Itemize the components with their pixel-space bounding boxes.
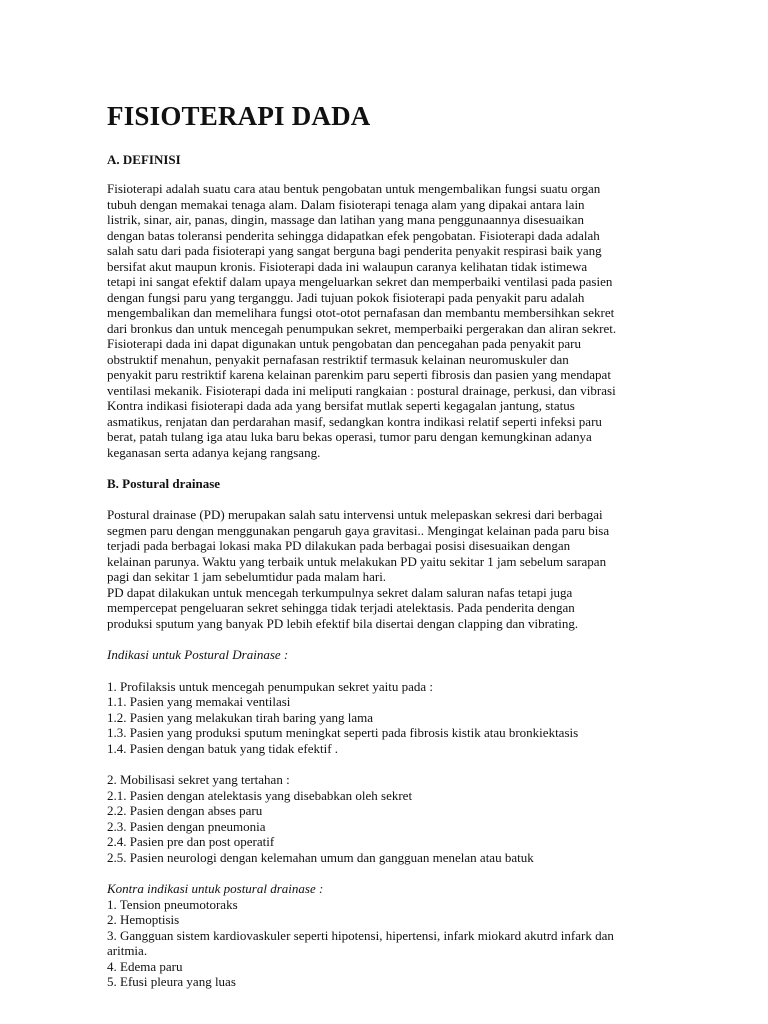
document-page bbox=[107, 98, 703, 990]
paragraph-line: mempercepat pengeluaran sekret sehingga tidak terjadi atelektasis. Pada penderita dengan bbox=[107, 600, 575, 615]
paragraph-line: pagi dan sekitar 1 jam sebelumtidur pada malam hari. bbox=[107, 569, 387, 584]
paragraph-line: kelainan parunya. Waktu yang terbaik untuk melakukan PD yaitu sekitar 1 jam sebelum sarapan bbox=[107, 553, 607, 569]
paragraph-line: PD dapat dilakukan untuk mencegah terkumpulnya sekret dalam saluran nafas tetapi juga bbox=[107, 584, 573, 600]
kontra-heading: Kontra indikasi untuk postural drainase : bbox=[107, 881, 324, 896]
list-item: 1. Tension pneumotoraks bbox=[107, 896, 238, 912]
paragraph-line: bersifat akut maupun kronis. Fisioterapi dada ini walaupun caranya kelihatan tidak istimewa bbox=[107, 258, 588, 274]
paragraph-line: Postural drainase (PD) merupakan salah satu intervensi untuk melepaskan sekresi dari berbagai bbox=[107, 507, 603, 522]
paragraph-line: listrik, sinar, air, panas, dingin, massage dan latihan yang mana penggunaannya disesuaikan bbox=[107, 212, 584, 227]
indikasi-list-2 bbox=[107, 772, 703, 865]
paragraph-line: Kontra indikasi fisioterapi dada ada yang bersifat mutlak seperti kegagalan jantung, status bbox=[107, 398, 575, 413]
list-item: 2.5. Pasien neurologi dengan kelemahan umum dan gangguan menelan atau batuk bbox=[107, 849, 534, 865]
paragraph-line: terjadi pada berbagai lokasi maka PD dilakukan pada berbagai posisi disesuaikan dengan bbox=[107, 538, 571, 553]
section-a-heading: A. DEFINISI bbox=[107, 152, 181, 167]
paragraph-line: salah satu dari pada fisioterapi yang sangat berguna bagi penderita penyakit respirasi baik yang bbox=[107, 243, 602, 258]
section-a-body bbox=[107, 181, 703, 460]
indikasi-heading: Indikasi untuk Postural Drainase : bbox=[107, 647, 289, 662]
list-item: 2.3. Pasien dengan pneumonia bbox=[107, 818, 266, 834]
document-title: FISIOTERAPI DADA bbox=[107, 101, 371, 131]
list-item: 1.4. Pasien dengan batuk yang tidak efektif . bbox=[107, 740, 339, 756]
paragraph-line: keganasan serta adanya kejang rangsang. bbox=[107, 444, 321, 460]
paragraph-line: dengan batas toleransi penderita sehingga didapatkan efek pengobatan. Fisioterapi dada adalah bbox=[107, 227, 600, 243]
paragraph-line: segmen paru dengan menggunakan pengaruh gaya gravitasi.. Mengingat kelainan pada paru bisa bbox=[107, 522, 610, 538]
paragraph-line: berat, patah tulang iga atau luka baru bekas operasi, tumor paru dengan kemungkinan adanya bbox=[107, 429, 592, 444]
paragraph-line: dengan fungsi paru yang terganggu. Jadi tujuan pokok fisioterapi pada penyakit paru adalah bbox=[107, 289, 585, 305]
list-item: 1.1. Pasien yang memakai ventilasi bbox=[107, 694, 291, 709]
section-b-body bbox=[107, 507, 703, 631]
list-item: 3. Gangguan sistem kardiovaskuler seperti hipotensi, hipertensi, infark miokard akutrd infark dan bbox=[107, 927, 614, 943]
list-item: 5. Efusi pleura yang luas bbox=[107, 974, 236, 989]
paragraph-line: produksi sputum yang banyak PD lebih efektif bila disertai dengan clapping dan vibrating. bbox=[107, 615, 579, 631]
list-item: 1. Profilaksis untuk mencegah penumpukan sekret yaitu pada : bbox=[107, 678, 434, 694]
kontra-list bbox=[107, 897, 703, 990]
paragraph-line: tetapi ini sangat efektif dalam upaya mengeluarkan sekret dan memperbaiki ventilasi pada pasien bbox=[107, 274, 613, 289]
list-item: 1.3. Pasien yang produksi sputum meningkat seperti pada fibrosis kistik atau bronkiektasis bbox=[107, 725, 579, 740]
paragraph-line: penyakit paru restriktif karena kelainan parenkim paru seperti fibrosis dan pasien yang mendapat bbox=[107, 367, 611, 382]
paragraph-line: tubuh dengan memakai tenaga alam. Dalam fisioterapi tenaga alam yang dipakai antara lain bbox=[107, 196, 585, 212]
list-item: 1.2. Pasien yang melakukan tirah baring yang lama bbox=[107, 709, 374, 725]
paragraph-line: Fisioterapi dada ini dapat digunakan untuk pengobatan dan pencegahan pada penyakit paru bbox=[107, 336, 581, 351]
paragraph-line: Fisioterapi adalah suatu cara atau bentuk pengobatan untuk mengembalikan fungsi suatu organ bbox=[107, 181, 601, 196]
paragraph-line: ventilasi mekanik. Fisioterapi dada ini meliputi rangkaian : postural drainage, perkusi, dan vibrasi bbox=[107, 382, 616, 398]
list-item: 2.1. Pasien dengan atelektasis yang disebabkan oleh sekret bbox=[107, 787, 413, 803]
list-item: aritmia. bbox=[107, 943, 148, 958]
paragraph-line: dari bronkus dan untuk mencegah penumpukan sekret, memperbaiki pergerakan dan aliran sekret. bbox=[107, 320, 617, 336]
paragraph-line: obstruktif menahun, penyakit pernafasan restriktif termasuk kelainan neuromuskuler dan bbox=[107, 351, 569, 367]
list-item: 2.4. Pasien pre dan post operatif bbox=[107, 834, 275, 849]
paragraph-line: asmatikus, renjatan dan perdarahan masif, sedangkan kontra indikasi relatif seperti infeksi paru bbox=[107, 413, 602, 429]
list-item: 2. Mobilisasi sekret yang tertahan : bbox=[107, 772, 290, 787]
list-item: 4. Edema paru bbox=[107, 958, 183, 974]
list-item: 2.2. Pasien dengan abses paru bbox=[107, 803, 263, 818]
paragraph-line: mengembalikan dan memelihara fungsi otot-otot pernafasan dan membantu membersihkan sekret bbox=[107, 305, 615, 320]
section-b-heading: B. Postural drainase bbox=[107, 476, 221, 491]
list-item: 2. Hemoptisis bbox=[107, 912, 180, 927]
indikasi-list-1 bbox=[107, 679, 703, 757]
